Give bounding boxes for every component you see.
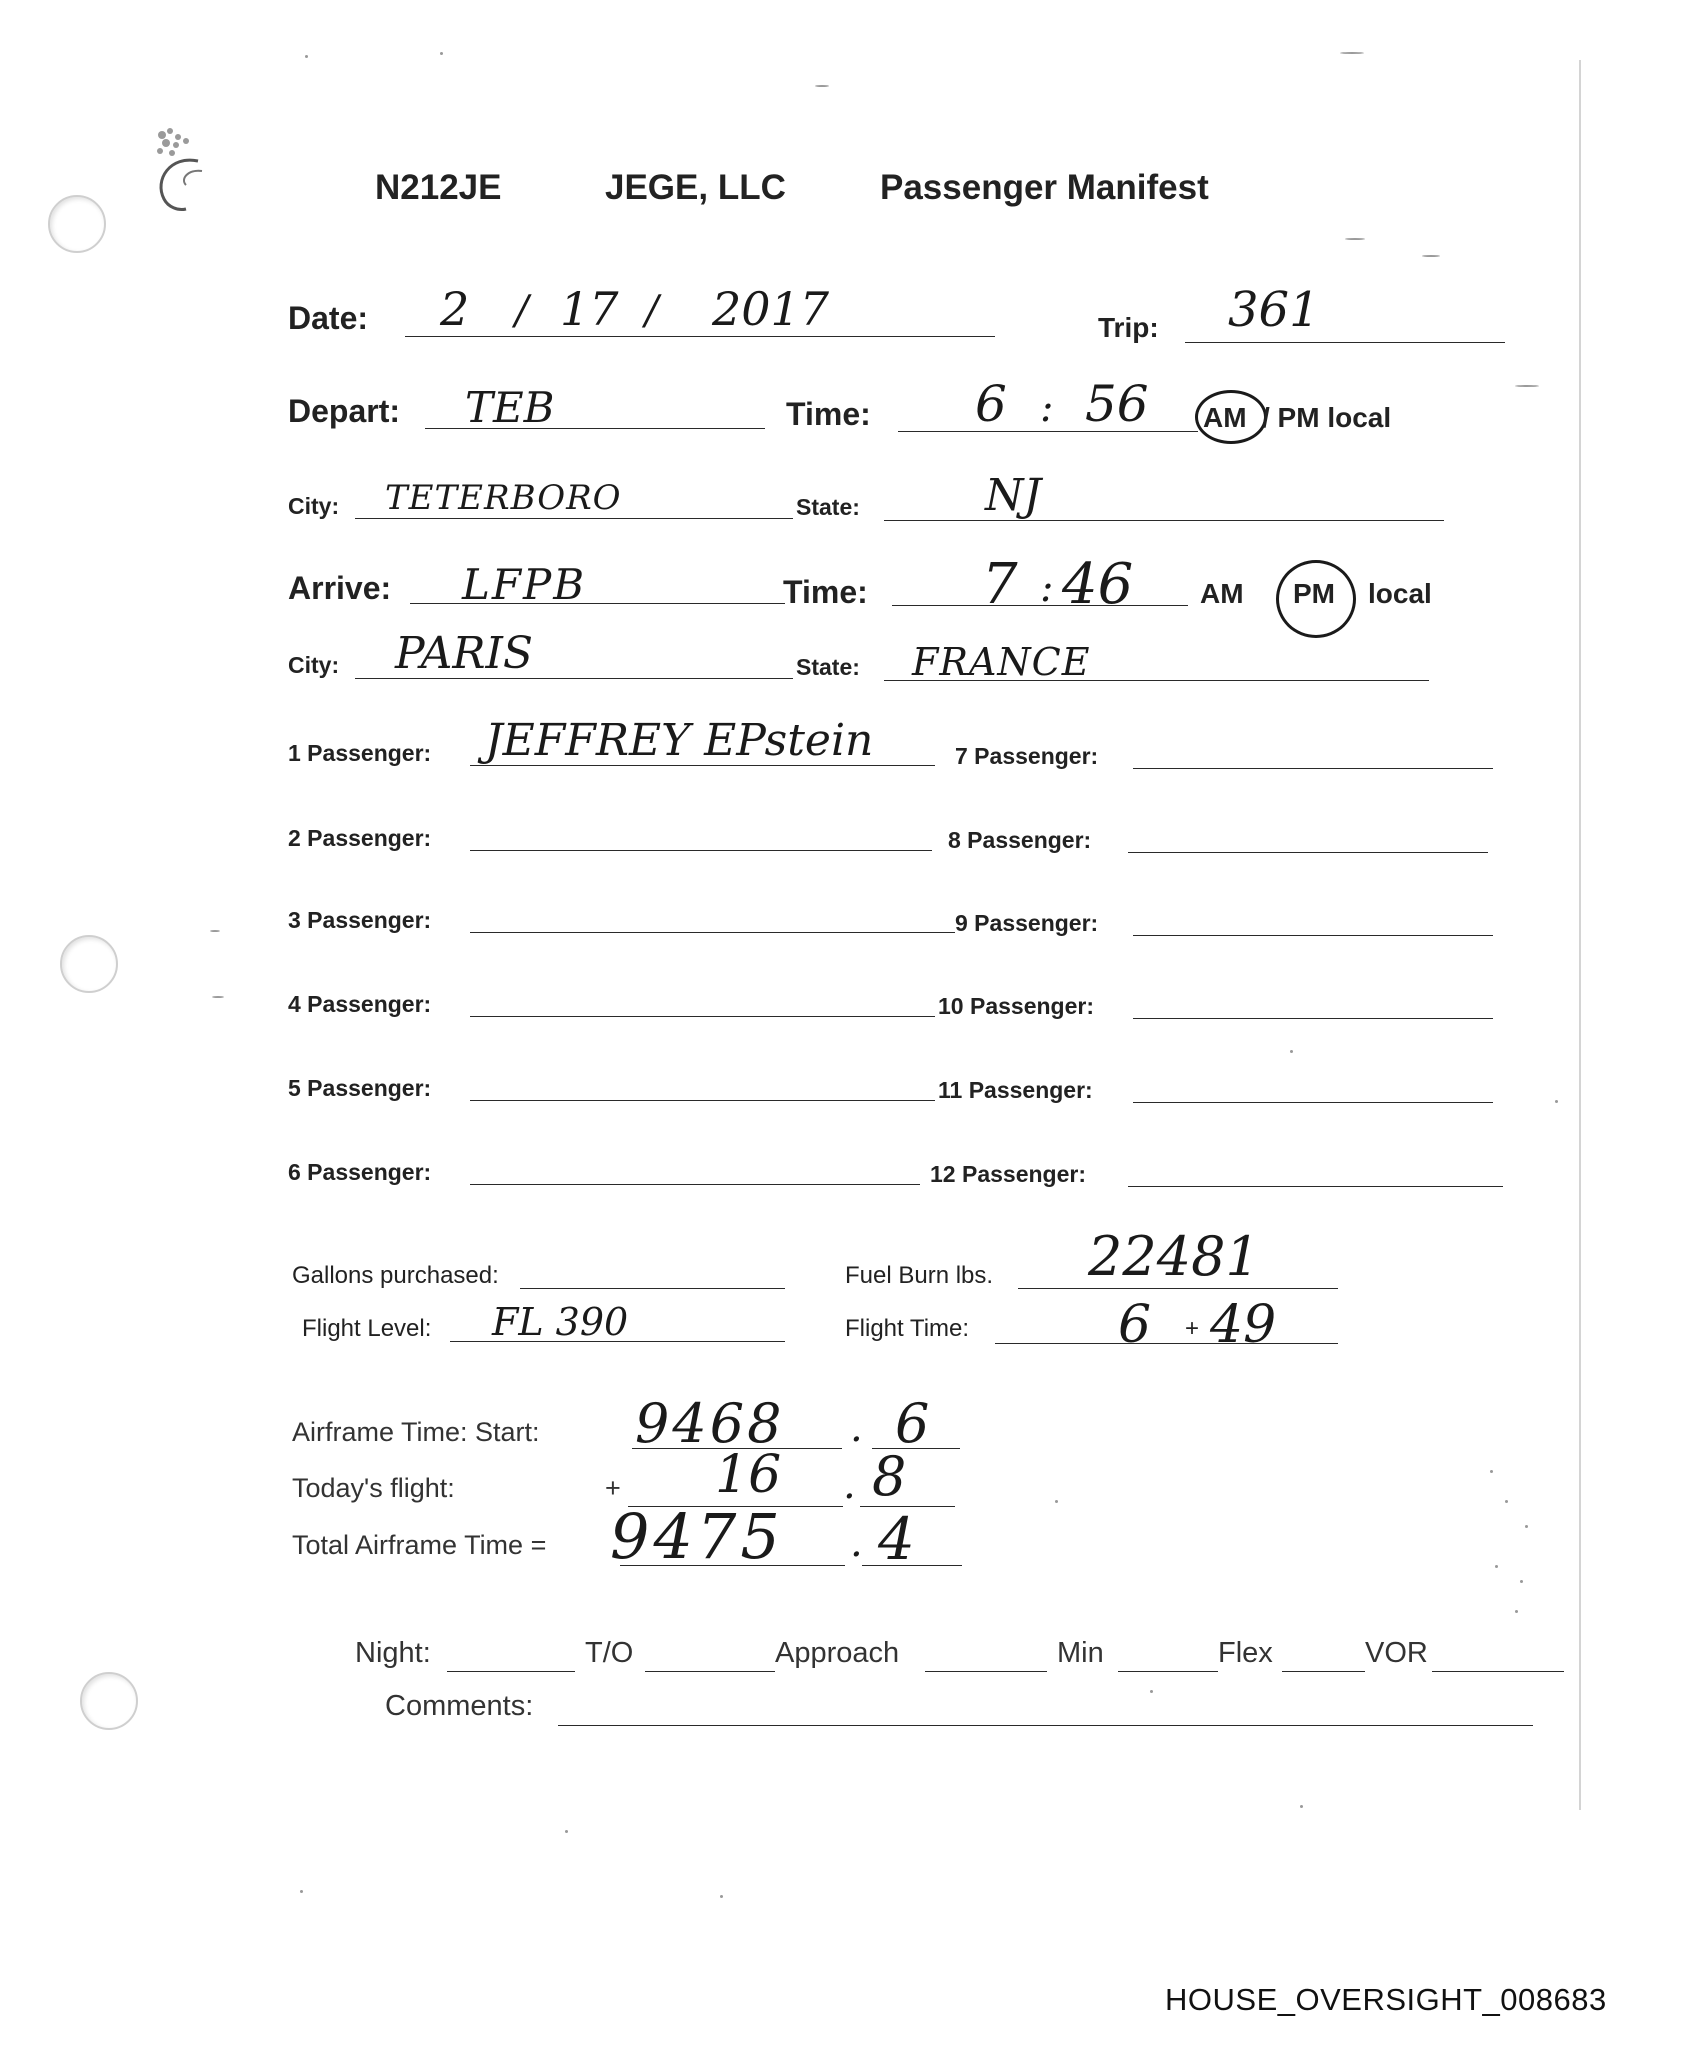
- flex-line: [1282, 1671, 1365, 1672]
- arrive-code: LFPB: [462, 560, 587, 609]
- todays-flight-int-value: 6: [748, 1445, 782, 1505]
- total-dec: 4: [878, 1505, 915, 1573]
- trip-label: Trip:: [1098, 312, 1159, 343]
- depart-hour: 6: [975, 375, 1007, 433]
- todays-flight-plus: +: [605, 1473, 621, 1503]
- passenger-label: 5 Passenger:: [288, 1075, 432, 1101]
- fuel-burn-value: 22481: [1088, 1225, 1260, 1288]
- arrive-min: 46: [1062, 552, 1134, 617]
- airframe-start-int: 9468: [635, 1392, 785, 1455]
- date-sep-1: /: [515, 288, 529, 334]
- passenger-line: [1133, 1102, 1493, 1103]
- trip-line: [1185, 342, 1505, 343]
- passenger-label: 3 Passenger:: [288, 907, 432, 933]
- comments-label: Comments:: [385, 1690, 534, 1722]
- passenger-label: 4 Passenger:: [288, 991, 432, 1017]
- todays-flight-dec: 8: [872, 1445, 907, 1508]
- depart-colon: :: [1040, 385, 1054, 431]
- to-label: T/O: [585, 1637, 634, 1669]
- binder-hole-top: [48, 195, 106, 253]
- todays-flight-int: [715, 1445, 781, 1505]
- passenger-line: [1133, 768, 1493, 769]
- depart-city-line: [355, 518, 793, 519]
- flight-time-hours: 6: [1118, 1295, 1152, 1355]
- tail-number: N212JE: [375, 168, 502, 207]
- binder-hole-bottom: [80, 1672, 138, 1730]
- fuel-burn-label: Fuel Burn lbs.: [845, 1262, 994, 1289]
- depart-state-label: State:: [796, 494, 860, 520]
- depart-city: TETERBORO: [385, 478, 622, 518]
- passenger-label: 6 Passenger:: [288, 1159, 432, 1185]
- arrive-pm: PM: [1293, 578, 1335, 609]
- depart-state: NJ: [985, 470, 1042, 521]
- depart-code: TEB: [465, 383, 555, 432]
- fuel-burn-line: [1018, 1288, 1338, 1289]
- flight-level-label: Flight Level:: [302, 1315, 432, 1342]
- page-edge: [1579, 60, 1581, 1810]
- total-airframe-label: Total Airframe Time =: [292, 1530, 547, 1560]
- airframe-start-label: Airframe Time: Start:: [292, 1417, 540, 1447]
- am-circle: [1195, 390, 1267, 444]
- depart-time-label: Time:: [786, 396, 871, 432]
- date-line: [405, 336, 995, 337]
- total-int: 9475: [610, 1500, 784, 1573]
- depart-label: Depart:: [288, 393, 401, 429]
- todays-flight-tens-mark: 1: [715, 1445, 749, 1505]
- passenger-name: JEFFREY EPstein: [485, 715, 874, 766]
- approach-line: [925, 1671, 1047, 1672]
- passenger-line: [1133, 1018, 1493, 1019]
- trip-number: 361: [1228, 282, 1320, 338]
- arrive-state: FRANCE: [912, 640, 1091, 684]
- passenger-label: 8 Passenger:: [948, 827, 1092, 853]
- approach-label: Approach: [775, 1637, 900, 1669]
- airframe-start-dec: 6: [895, 1392, 930, 1455]
- min-line: [1118, 1671, 1218, 1672]
- depart-state-line: [884, 520, 1444, 521]
- date-label: Date:: [288, 300, 369, 336]
- date-year: 2017: [712, 282, 830, 336]
- form-title: Passenger Manifest: [880, 168, 1209, 207]
- passenger-label: 10 Passenger:: [938, 993, 1094, 1019]
- arrive-state-label: State:: [796, 654, 860, 680]
- passenger-label: 2 Passenger:: [288, 825, 432, 851]
- total-dot: .: [850, 1520, 863, 1566]
- company-name: JEGE, LLC: [605, 168, 786, 207]
- to-line: [645, 1671, 775, 1672]
- passenger-line: [1133, 935, 1493, 936]
- night-label: Night:: [355, 1637, 431, 1669]
- depart-pm-local: / PM local: [1262, 402, 1392, 433]
- min-label: Min: [1057, 1637, 1104, 1669]
- depart-time-line: [898, 431, 1198, 432]
- arrive-am: AM: [1200, 578, 1244, 609]
- passenger-label: 1 Passenger:: [288, 740, 432, 766]
- flight-level-value: FL 390: [492, 1300, 629, 1344]
- night-line: [447, 1671, 575, 1672]
- depart-city-label: City:: [288, 493, 340, 519]
- passenger-label: 9 Passenger:: [955, 910, 1099, 936]
- passenger-line: [1128, 1186, 1503, 1187]
- todays-flight-dot: .: [843, 1462, 856, 1508]
- bates-number: HOUSE_OVERSIGHT_008683: [1165, 1982, 1607, 2017]
- date-sep-2: /: [645, 288, 659, 334]
- passenger-line: [470, 1184, 920, 1185]
- comments-line: [558, 1725, 1533, 1726]
- gallons-line: [520, 1288, 785, 1289]
- flight-time-minutes: 49: [1210, 1295, 1277, 1355]
- date-day: 17: [560, 282, 619, 336]
- airframe-start-dot: .: [850, 1405, 863, 1451]
- pm-circle: [1276, 560, 1356, 638]
- arrive-label: Arrive:: [288, 570, 392, 606]
- arrive-city: PARIS: [395, 628, 533, 679]
- flight-time-label: Flight Time:: [845, 1315, 970, 1342]
- depart-min: 56: [1085, 375, 1149, 433]
- vor-line: [1432, 1671, 1564, 1672]
- arrive-hour: 7: [982, 552, 1018, 617]
- arrive-time-label: Time:: [783, 574, 868, 610]
- flex-label: Flex: [1218, 1637, 1273, 1669]
- passenger-line: [1128, 852, 1488, 853]
- passenger-label: 11 Passenger:: [938, 1077, 1093, 1103]
- passenger-label: 7 Passenger:: [955, 743, 1099, 769]
- company-logo: [150, 125, 220, 220]
- date-month: 2: [440, 282, 470, 336]
- gallons-label: Gallons purchased:: [292, 1262, 499, 1289]
- vor-label: VOR: [1365, 1637, 1428, 1669]
- passenger-line: [470, 1016, 935, 1017]
- arrive-city-label: City:: [288, 652, 340, 678]
- arrive-colon: :: [1040, 565, 1054, 611]
- arrive-local: local: [1368, 578, 1432, 609]
- passenger-label: 12 Passenger:: [930, 1161, 1086, 1187]
- depart-am: AM: [1203, 402, 1247, 433]
- passenger-line: [470, 1100, 935, 1101]
- flight-time-line: [995, 1343, 1338, 1344]
- passenger-line: [470, 932, 955, 933]
- binder-hole-middle: [60, 935, 118, 993]
- flight-time-plus: +: [1185, 1315, 1200, 1342]
- todays-flight-label: Today's flight:: [292, 1473, 455, 1503]
- passenger-line: [470, 850, 932, 851]
